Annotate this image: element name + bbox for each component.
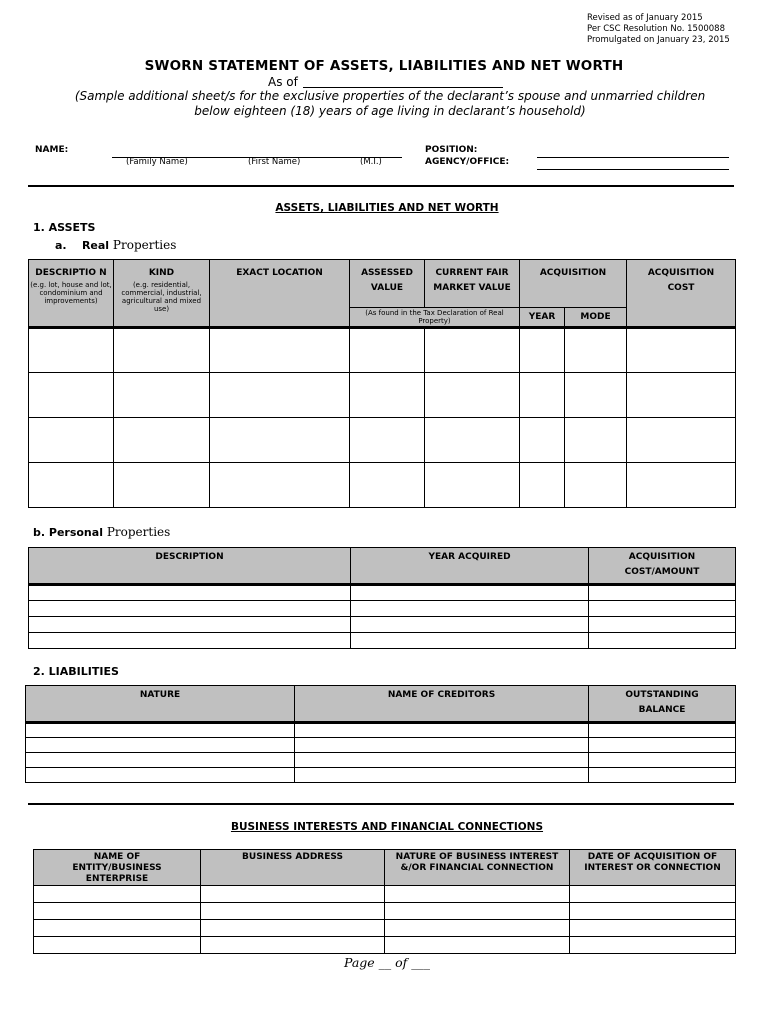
personal-bold: b. Personal: [33, 526, 103, 539]
business-section-title: BUSINESS INTERESTS AND FINANCIAL CONNECTIONS: [230, 821, 544, 833]
real-prefix: a.: [55, 239, 67, 252]
table-row[interactable]: [34, 920, 736, 937]
revised-date: Revised as of January 2015: [587, 13, 703, 23]
resolution-number: Per CSC Resolution No. 1500088: [587, 24, 726, 34]
col-assessed: ASSESSED VALUE: [350, 260, 425, 308]
col-acquisition: ACQUISITION: [520, 260, 627, 308]
col-year-acquired: YEAR ACQUIRED: [351, 548, 589, 585]
table-row[interactable]: [26, 753, 736, 768]
col-market: CURRENT FAIR MARKET VALUE: [425, 260, 520, 308]
personal-properties-heading: [33, 525, 170, 539]
real-properties-heading: [55, 238, 176, 252]
tax-declaration-note: (As found in the Tax Declaration of Real Property): [350, 308, 520, 328]
position-label: POSITION:: [425, 145, 478, 155]
table-row[interactable]: [34, 903, 736, 920]
divider: [28, 803, 734, 805]
col-mode: MODE: [565, 308, 627, 328]
col-kind: KIND (e.g. residential, commercial, industrial, agricultural and mixed use): [114, 260, 210, 328]
col-acquisition-amount: ACQUISITION COST/AMOUNT: [589, 548, 736, 585]
col-business-address: BUSINESS ADDRESS: [201, 850, 385, 886]
col-acquisition-date: DATE OF ACQUISITION OF INTEREST OR CONNECTION: [570, 850, 736, 886]
table-row[interactable]: [26, 723, 736, 738]
col-cost: ACQUISITION COST: [627, 260, 736, 328]
liabilities-table: [25, 685, 736, 783]
table-row[interactable]: [29, 373, 736, 418]
real-properties-table: [28, 259, 736, 508]
alnw-section-title: ASSETS, LIABILITIES AND NET WORTH: [275, 202, 499, 214]
page-number: Page __ of ___: [343, 955, 431, 970]
sample-note: [40, 89, 740, 119]
col-creditors: NAME OF CREDITORS: [295, 686, 589, 723]
agency-field[interactable]: [537, 169, 729, 170]
col-nature: NATURE: [26, 686, 295, 723]
table-row[interactable]: [26, 768, 736, 783]
position-field[interactable]: [537, 157, 729, 158]
real-bold: Real: [81, 239, 110, 252]
form-title: SWORN STATEMENT OF ASSETS, LIABILITIES AND NET WORTH: [144, 58, 624, 74]
assets-heading: 1. ASSETS: [33, 221, 96, 234]
sample-note-line2: below eighteen (18) years of age living in declarant’s household): [194, 104, 586, 118]
table-row[interactable]: [34, 937, 736, 954]
as-of-label: As of: [268, 75, 298, 89]
table-row[interactable]: [29, 617, 736, 633]
col-business-nature: NATURE OF BUSINESS INTEREST &/OR FINANCIAL CONNECTION: [385, 850, 570, 886]
agency-label: AGENCY/OFFICE:: [425, 157, 510, 167]
col-outstanding-balance: OUTSTANDING BALANCE: [589, 686, 736, 723]
col-personal-description: DESCRIPTION: [29, 548, 351, 585]
mi-label: (M.I.): [360, 157, 382, 167]
family-name-label: (Family Name): [126, 157, 188, 167]
sample-note-line1: (Sample additional sheet/s for the exclusive properties of the declarant’s spouse and unmarried children: [74, 89, 706, 103]
as-of-field[interactable]: [303, 87, 503, 88]
name-label: NAME:: [35, 145, 69, 155]
table-row[interactable]: [29, 585, 736, 601]
col-year: YEAR: [520, 308, 565, 328]
divider: [28, 185, 734, 187]
col-description: DESCRIPTIO N (e.g. lot, house and lot, condominium and improvements): [29, 260, 114, 328]
first-name-label: (First Name): [248, 157, 301, 167]
table-row[interactable]: [29, 601, 736, 617]
table-row[interactable]: [34, 886, 736, 903]
liabilities-heading: 2. LIABILITIES: [33, 665, 119, 678]
table-row[interactable]: [29, 463, 736, 508]
business-interests-table: [33, 849, 736, 954]
real-plain: Properties: [112, 238, 177, 252]
col-location: EXACT LOCATION: [210, 260, 350, 328]
table-row[interactable]: [26, 738, 736, 753]
table-row[interactable]: [29, 418, 736, 463]
col-entity-name: NAME OF ENTITY/BUSINESS ENTERPRISE: [34, 850, 201, 886]
personal-plain: Properties: [106, 525, 171, 539]
table-row[interactable]: [29, 328, 736, 373]
personal-properties-table: [28, 547, 736, 649]
table-row[interactable]: [29, 633, 736, 649]
promulgated-date: Promulgated on January 23, 2015: [587, 35, 730, 45]
revision-note: [587, 13, 730, 46]
